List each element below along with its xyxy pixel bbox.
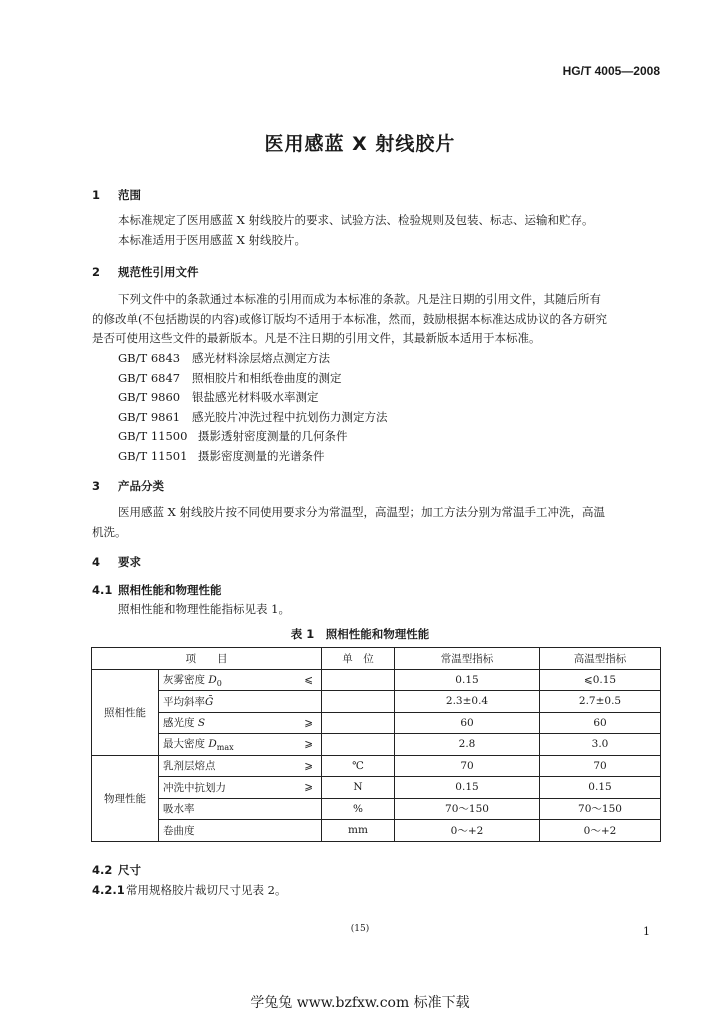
- table-row: [92, 691, 661, 713]
- reference-name: 摄影透射密度测量的几何条件: [198, 429, 348, 443]
- item-var: D: [208, 673, 217, 686]
- item-name: 卷曲度: [163, 824, 195, 837]
- section-1-heading: [92, 187, 141, 203]
- table-header-row: [92, 648, 661, 670]
- high-value: ⩽0.15: [540, 669, 661, 691]
- section-title: 规范性引用文件: [118, 265, 199, 279]
- high-value: 2.7±0.5: [540, 691, 661, 713]
- document-title: 医用感蓝 X 射线胶片: [264, 133, 456, 155]
- item-symbol: ⩽: [285, 669, 321, 691]
- high-value: 0～+2: [540, 820, 661, 842]
- item-cell: [159, 777, 286, 799]
- reference-item: [118, 369, 388, 389]
- normal-value: 2.8: [395, 734, 540, 756]
- table-row: [92, 820, 661, 842]
- page-number-inner: (15): [350, 924, 370, 934]
- section-2-heading: [92, 264, 199, 280]
- item-sub: 0: [216, 678, 222, 688]
- section-1-body: [118, 211, 678, 250]
- paragraph: 本标准规定了医用感蓝 X 射线胶片的要求、试验方法、检验规则及包装、标志、运输和贮存。: [118, 213, 594, 227]
- item-symbol: ⩾: [285, 712, 321, 734]
- section-2-intro: [92, 290, 678, 349]
- section-4-2-heading: [92, 862, 141, 878]
- item-cell: [159, 669, 286, 691]
- normal-value: 70～150: [395, 798, 540, 820]
- unit-cell: mm: [322, 820, 395, 842]
- paragraph-line: 医用感蓝 X 射线胶片按不同使用要求分为常温型，高温型；加工方法分别为常温手工冲洗，高温: [118, 505, 605, 519]
- section-number: 4: [92, 555, 101, 569]
- section-4-2-1: [92, 882, 286, 898]
- item-name: 吸水率: [163, 803, 195, 816]
- unit-cell: %: [322, 798, 395, 820]
- item-symbol: ⩾: [285, 777, 321, 799]
- item-symbol: [285, 820, 321, 842]
- reference-item: [118, 408, 388, 428]
- normal-value: 0.15: [395, 777, 540, 799]
- paragraph-line: 机洗。: [92, 524, 127, 539]
- table-row: [92, 669, 661, 691]
- section-4-1-body: [118, 600, 678, 620]
- page-number-outer: 1: [643, 925, 650, 938]
- header-normal: 常温型指标: [395, 648, 540, 670]
- high-value: 70～150: [540, 798, 661, 820]
- unit-cell: [322, 712, 395, 734]
- table-row: [92, 755, 661, 777]
- section-4-1-heading: [92, 582, 222, 598]
- unit-cell: N: [322, 777, 395, 799]
- reference-item: [118, 427, 388, 447]
- item-cell: [159, 755, 286, 777]
- header-unit: 单 位: [322, 648, 395, 670]
- section-number: 4.1: [92, 583, 113, 597]
- reference-item: [118, 388, 388, 408]
- section-4-heading: [92, 554, 141, 570]
- paragraph-line: 的修改单(不包括勘误的内容)或修订版均不适用于本标准，然而，鼓励根据本标准达成协议的各方研究: [92, 311, 607, 326]
- item-name: 平均斜率: [163, 695, 205, 708]
- reference-name: 银盐感光材料吸水率测定: [192, 390, 319, 404]
- section-number: 1: [92, 188, 101, 202]
- section-number: 3: [92, 479, 101, 493]
- section-title: 要求: [118, 555, 141, 569]
- reference-name: 感光材料涂层熔点测定方法: [192, 351, 330, 365]
- item-var: D: [208, 738, 217, 751]
- normal-value: 2.3±0.4: [395, 691, 540, 713]
- item-cell: [159, 820, 286, 842]
- table-row: [92, 712, 661, 734]
- normal-value: 60: [395, 712, 540, 734]
- normal-value: 70: [395, 755, 540, 777]
- item-symbol: ⩾: [285, 755, 321, 777]
- item-name: 感光度: [163, 717, 195, 730]
- group-label: 物理性能: [92, 755, 159, 841]
- table-row: [92, 798, 661, 820]
- section-title: 照相性能和物理性能: [118, 583, 222, 597]
- footer-watermark: 学兔兔 www.bzfxw.com 标准下载: [250, 995, 470, 1011]
- reference-code: GB/T 9860: [118, 390, 181, 404]
- reference-list: [118, 349, 388, 466]
- item-name: 灰雾密度: [163, 673, 205, 686]
- section-number: 4.2.1: [92, 883, 125, 897]
- reference-code: GB/T 9861: [118, 409, 181, 424]
- section-title: 产品分类: [118, 479, 164, 493]
- normal-value: 0～+2: [395, 820, 540, 842]
- item-var: Ḡ: [205, 695, 214, 708]
- high-value: 70: [540, 755, 661, 777]
- unit-cell: [322, 669, 395, 691]
- item-sub: max: [216, 743, 234, 753]
- unit-cell: ℃: [322, 755, 395, 777]
- item-cell: [159, 734, 286, 756]
- item-symbol: [285, 691, 321, 713]
- section-3-heading: [92, 478, 164, 494]
- table-row: [92, 777, 661, 799]
- unit-cell: [322, 734, 395, 756]
- table-caption: 表 1 照相性能和物理性能: [290, 627, 430, 641]
- spec-table: [91, 647, 661, 842]
- standard-number: HG/T 4005—2008: [562, 64, 660, 78]
- item-cell: [159, 712, 286, 734]
- table-row: [92, 734, 661, 756]
- group-label: 照相性能: [92, 669, 159, 755]
- item-name: 冲洗中抗划力: [163, 781, 226, 794]
- reference-name: 照相胶片和相纸卷曲度的测定: [192, 370, 342, 385]
- unit-cell: [322, 691, 395, 713]
- item-cell: [159, 691, 286, 713]
- reference-item: [118, 349, 388, 369]
- section-number: 4.2: [92, 863, 113, 877]
- high-value: 0.15: [540, 777, 661, 799]
- paragraph-line: 是否可使用这些文件的最新版本。凡是不注日期的引用文件，其最新版本适用于本标准。: [92, 331, 541, 345]
- paragraph: 照相性能和物理性能指标见表 1。: [118, 602, 290, 616]
- item-name: 最大密度: [163, 738, 205, 751]
- item-cell: [159, 798, 286, 820]
- high-value: 3.0: [540, 734, 661, 756]
- section-title: 范围: [118, 188, 141, 202]
- reference-code: GB/T 11501: [118, 448, 188, 463]
- section-3-body: [92, 503, 678, 542]
- reference-item: [118, 447, 388, 467]
- item-symbol: ⩾: [285, 734, 321, 756]
- normal-value: 0.15: [395, 669, 540, 691]
- reference-name: 摄影密度测量的光谱条件: [198, 448, 325, 463]
- high-value: 60: [540, 712, 661, 734]
- section-number: 2: [92, 265, 101, 279]
- header-item: 项 目: [92, 648, 322, 670]
- item-symbol: [285, 798, 321, 820]
- reference-code: GB/T 6847: [118, 370, 181, 385]
- header-high: 高温型指标: [540, 648, 661, 670]
- item-var: S: [197, 717, 206, 730]
- paragraph: 本标准适用于医用感蓝 X 射线胶片。: [118, 232, 306, 247]
- item-name: 乳剂层熔点: [163, 760, 216, 773]
- reference-code: GB/T 11500: [118, 429, 188, 443]
- paragraph-line: 下列文件中的条款通过本标准的引用而成为本标准的条款。凡是注日期的引用文件，其随后所有: [118, 292, 601, 306]
- section-text: 常用规格胶片裁切尺寸见表 2。: [126, 883, 287, 897]
- section-title: 尺寸: [118, 863, 141, 877]
- reference-code: GB/T 6843: [118, 351, 181, 365]
- reference-name: 感光胶片冲洗过程中抗划伤力测定方法: [192, 409, 388, 424]
